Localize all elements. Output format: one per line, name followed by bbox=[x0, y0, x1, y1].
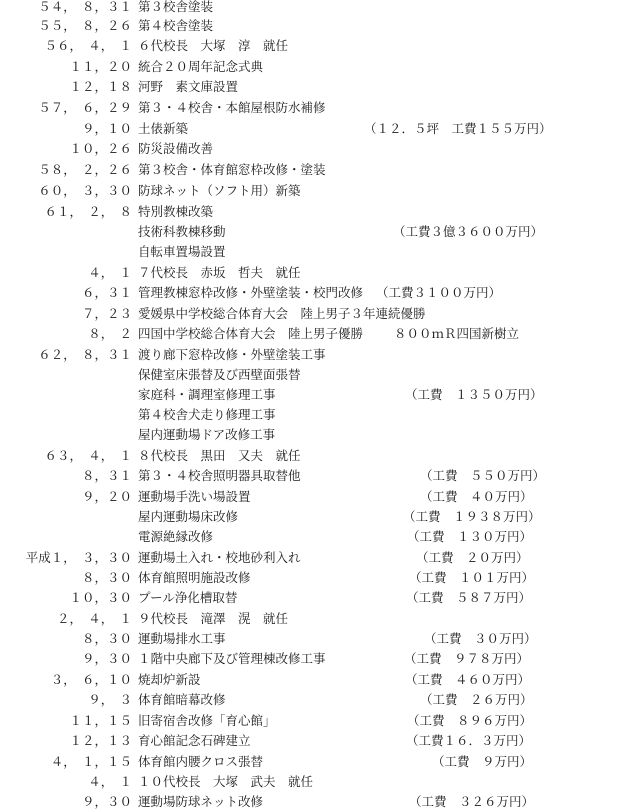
row-description: 第３校舎・体育館窓枠改修・塗装 bbox=[138, 162, 326, 177]
row-date: ５８， ２，２６ bbox=[38, 162, 132, 177]
row-date: ２， ４， １ bbox=[56, 611, 132, 626]
row-description: 運動場排水工事 bbox=[138, 631, 226, 646]
row-description: 渡り廊下窓枠改修・外壁塗装工事 bbox=[138, 347, 326, 362]
row-description: 技術科教棟移動 bbox=[138, 224, 226, 239]
row-description: 焼却炉新設 bbox=[138, 672, 201, 687]
history-row bbox=[0, 202, 634, 222]
row-date: ４， １ bbox=[88, 774, 132, 789]
row-date: ８，３０ bbox=[81, 631, 132, 646]
history-row bbox=[0, 242, 634, 262]
row-description: 家庭科・調理室修理工事 bbox=[138, 387, 276, 402]
row-date: ８，３１ bbox=[81, 468, 132, 483]
history-row bbox=[0, 792, 634, 812]
history-row bbox=[0, 77, 634, 97]
history-row bbox=[0, 629, 634, 649]
row-date: ８， ２ bbox=[88, 326, 132, 341]
row-cost: ８００ｍＲ四国新樹立 bbox=[394, 326, 520, 341]
row-date: ５４， ８，３１ bbox=[38, 0, 132, 14]
row-description: 旧寄宿舎改修「育心館」 bbox=[138, 713, 276, 728]
row-date: ４， １，１５ bbox=[50, 754, 132, 769]
row-date: １０，３０ bbox=[69, 590, 132, 605]
history-row bbox=[0, 119, 634, 139]
row-date: ６，３１ bbox=[81, 285, 132, 300]
history-row bbox=[0, 324, 634, 344]
row-date: ８，３０ bbox=[81, 570, 132, 585]
row-date: １２，１８ bbox=[69, 79, 132, 94]
row-description: 河野 素文庫設置 bbox=[138, 79, 239, 94]
row-description: 体育館暗幕改修 bbox=[138, 692, 226, 707]
row-cost: （工費 ５５０万円） bbox=[420, 468, 546, 483]
history-row bbox=[0, 711, 634, 731]
history-row bbox=[0, 263, 634, 283]
row-description: 屋内運動場床改修 bbox=[138, 509, 239, 524]
history-row bbox=[0, 772, 634, 792]
row-date: １２，１３ bbox=[69, 733, 132, 748]
history-row bbox=[0, 568, 634, 588]
row-cost: （工費 ３２６万円） bbox=[409, 794, 535, 809]
row-description: 第３校舎塗装 bbox=[138, 0, 214, 14]
row-description: 保健室床張替及び西壁面張替 bbox=[138, 367, 301, 382]
row-description: 第４校舎犬走り修理工事 bbox=[138, 407, 276, 422]
row-date: ９，３０ bbox=[81, 794, 132, 809]
row-description: 第３・４校舎・本館屋根防水補修 bbox=[138, 100, 326, 115]
row-date: ９，２０ bbox=[81, 489, 132, 504]
row-description: 自転車置場設置 bbox=[138, 244, 226, 259]
row-description: プール浄化槽取替 bbox=[138, 590, 238, 605]
row-cost: （工費 ４６０万円） bbox=[405, 672, 531, 687]
row-cost: （工費 １３５０万円） bbox=[405, 387, 543, 402]
row-date: １１，２０ bbox=[69, 59, 132, 74]
row-cost: （工費３億３６００万円） bbox=[393, 224, 544, 239]
history-row bbox=[0, 181, 634, 201]
row-cost: （工費 １０１万円） bbox=[409, 570, 535, 585]
row-date: ９， ３ bbox=[88, 692, 132, 707]
history-row bbox=[0, 365, 634, 385]
row-date: １０，２６ bbox=[69, 141, 132, 156]
row-cost: （工費 ５８７万円） bbox=[406, 590, 532, 605]
row-cost: （工費３１００万円） bbox=[376, 285, 502, 300]
history-row bbox=[0, 283, 634, 303]
row-date: 平成１， ３，３０ bbox=[25, 550, 132, 565]
row-description: 運動場土入れ・校地砂利入れ bbox=[138, 550, 301, 565]
history-row bbox=[0, 446, 634, 466]
row-cost: （工費 ９７８万円） bbox=[404, 651, 530, 666]
row-date: ６１， ２， ８ bbox=[44, 204, 132, 219]
row-description: 運動場防球ネット改修 bbox=[138, 794, 264, 809]
history-row bbox=[0, 487, 634, 507]
row-description: 第４校舎塗装 bbox=[138, 18, 214, 33]
row-cost: （工費 ３０万円） bbox=[424, 631, 537, 646]
row-date: １１，１５ bbox=[69, 713, 132, 728]
row-description: 管理教棟窓枠改修・外壁塗装・校門改修 bbox=[138, 285, 364, 300]
row-cost: （工費１６．３万円） bbox=[406, 733, 532, 748]
row-description: 防災設備改善 bbox=[138, 141, 214, 156]
row-cost: （工費 ９万円） bbox=[432, 754, 533, 769]
row-description: ６代校長 大塚 淳 就任 bbox=[138, 38, 289, 53]
row-description: １０代校長 大塚 武夫 就任 bbox=[138, 774, 314, 789]
row-description: １階中央廊下及び管理棟改修工事 bbox=[138, 651, 326, 666]
row-description: 電源絶縁改修 bbox=[138, 529, 214, 544]
row-cost: （工費 ２６万円） bbox=[420, 692, 533, 707]
history-row bbox=[0, 670, 634, 690]
history-row bbox=[0, 507, 634, 527]
history-row bbox=[0, 98, 634, 118]
row-date: ５６， ４， １ bbox=[44, 38, 132, 53]
row-description: ７代校長 赤坂 哲夫 就任 bbox=[138, 265, 301, 280]
row-description: 愛媛県中学校総合体育大会 陸上男子３年連続優勝 bbox=[138, 306, 426, 321]
history-row bbox=[0, 16, 634, 36]
history-row bbox=[0, 139, 634, 159]
history-row bbox=[0, 752, 634, 772]
row-description: 統合２０周年記念式典 bbox=[138, 59, 264, 74]
row-description: 防球ネット（ソフト用）新築 bbox=[138, 183, 301, 198]
row-cost: （工費 ２０万円） bbox=[416, 550, 529, 565]
history-row bbox=[0, 548, 634, 568]
row-description: 土俵新築 bbox=[138, 121, 189, 136]
row-date: ４， １ bbox=[88, 265, 132, 280]
row-date: ９，１０ bbox=[81, 121, 132, 136]
row-cost: （工費 １３０万円） bbox=[407, 529, 533, 544]
history-row bbox=[0, 649, 634, 669]
row-date: ６３， ４， １ bbox=[44, 448, 132, 463]
history-row bbox=[0, 0, 634, 17]
row-description: 第３・４校舎照明器具取替他 bbox=[138, 468, 301, 483]
history-row bbox=[0, 304, 634, 324]
row-date: ３， ６，１０ bbox=[50, 672, 132, 687]
row-description: 屋内運動場ドア改修工事 bbox=[138, 427, 276, 442]
history-row bbox=[0, 36, 634, 56]
history-row bbox=[0, 527, 634, 547]
history-row bbox=[0, 57, 634, 77]
row-date: ５５， ８，２６ bbox=[38, 18, 132, 33]
history-row bbox=[0, 425, 634, 445]
row-description: ８代校長 黒田 又夫 就任 bbox=[138, 448, 301, 463]
history-row bbox=[0, 160, 634, 180]
row-description: 体育館照明施設改修 bbox=[138, 570, 251, 585]
history-row bbox=[0, 731, 634, 751]
row-description: 体育館内腰クロス張替 bbox=[138, 754, 264, 769]
row-date: ９，３０ bbox=[81, 651, 132, 666]
row-date: ６２， ８，３１ bbox=[38, 347, 132, 362]
history-row bbox=[0, 385, 634, 405]
row-date: ５７， ６，２９ bbox=[38, 100, 132, 115]
row-date: ６０， ３，３０ bbox=[38, 183, 132, 198]
row-description: 運動場手洗い場設置 bbox=[138, 489, 251, 504]
row-description: 特別教棟改築 bbox=[138, 204, 214, 219]
history-row bbox=[0, 609, 634, 629]
row-description: 四国中学校総合体育大会 陸上男子優勝 bbox=[138, 326, 364, 341]
history-row bbox=[0, 690, 634, 710]
row-cost: （工費 １９３８万円） bbox=[403, 509, 541, 524]
history-row bbox=[0, 588, 634, 608]
history-row bbox=[0, 345, 634, 365]
history-row bbox=[0, 222, 634, 242]
row-cost: （工費 ８９６万円） bbox=[407, 713, 533, 728]
row-description: 育心館記念石碑建立 bbox=[138, 733, 251, 748]
row-cost: （１２．５坪 工費１５５万円） bbox=[364, 121, 552, 136]
history-row bbox=[0, 405, 634, 425]
row-cost: （工費 ４０万円） bbox=[420, 489, 533, 504]
row-description: ９代校長 滝澤 滉 就任 bbox=[138, 611, 289, 626]
row-date: ７，２３ bbox=[81, 306, 132, 321]
history-row bbox=[0, 466, 634, 486]
